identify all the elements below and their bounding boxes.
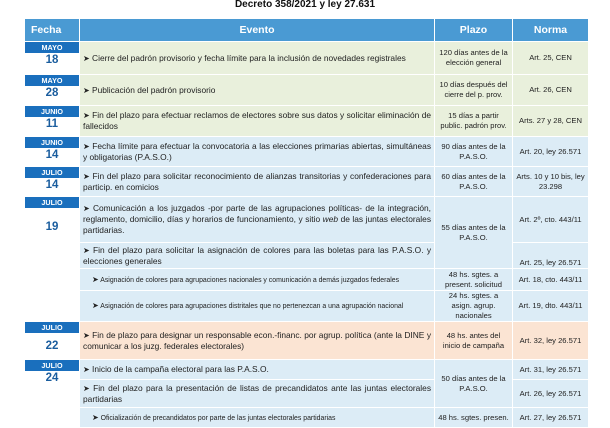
chevron-right-icon: ➤ — [92, 412, 99, 422]
date-cell — [25, 360, 80, 428]
norma-cell: Art. 26, ley 26.571 — [513, 380, 589, 408]
header-norma: Norma — [513, 19, 589, 42]
day-number: 14 — [45, 179, 59, 191]
electoral-calendar-table — [24, 18, 589, 428]
chevron-right-icon: ➤ — [83, 53, 90, 63]
norma-cell: Art. 32, ley 26.571 — [513, 322, 589, 360]
norma-cell: Art. 20, ley 26.571 — [513, 137, 589, 167]
date-cell — [25, 137, 80, 167]
chevron-right-icon: ➤ — [83, 383, 90, 393]
event-cell: ➤ Inicio de la campaña electoral para las P.A.S.O. — [80, 360, 435, 380]
day-number: 22 — [45, 340, 59, 352]
plazo-cell: 10 días después del cierre del p. prov. — [435, 75, 513, 106]
chevron-right-icon: ➤ — [83, 111, 90, 120]
event-cell: ➤ Oficialización de precandidatos por parte de las juntas electorales partidarias — [80, 408, 435, 428]
month-badge: JULIO — [25, 322, 79, 333]
day-number: 11 — [45, 118, 59, 130]
month-badge: JUNIO — [25, 106, 79, 117]
date-cell — [25, 322, 80, 360]
decree-title: Decreto 358/2021 y ley 27.631 — [234, 0, 376, 10]
day-number: 18 — [45, 54, 59, 66]
header-plazo: Plazo — [435, 19, 513, 42]
month-badge: JULIO — [25, 360, 79, 371]
event-cell: ➤ Fin de plazo para designar un responsable econ.-financ. por agrup. política (ante la DINE y comunicar a los juzg. federales electorales) — [80, 322, 435, 360]
norma-cell: Arts. 10 y 10 bis, ley 23.298 — [513, 167, 589, 197]
table-row — [25, 291, 589, 322]
chevron-right-icon: ➤ — [83, 85, 90, 95]
event-cell: ➤ Fin del plazo para la presentación de listas de precandidatos ante las juntas electorales partidarias — [80, 380, 435, 408]
norma-cell: Art. 2º, cto. 443/11 — [513, 197, 589, 243]
plazo-cell: 60 días antes de la P.A.S.O. — [435, 167, 513, 197]
date-cell — [25, 106, 80, 137]
norma-cell: Art. 25, CEN — [513, 42, 589, 75]
plazo-cell: 120 días antes de la elección general — [435, 42, 513, 75]
day-number: 28 — [45, 87, 59, 99]
norma-cell: Art. 26, CEN — [513, 75, 589, 106]
plazo-cell: 90 días antes de la P.A.S.O. — [435, 137, 513, 167]
date-cell — [25, 42, 80, 75]
event-cell: ➤ Fin del plazo para solicitar la asignación de colores para las boletas para las P.A.S.O. y elecciones generales — [80, 243, 435, 269]
plazo-cell: 48 hs. sgtes. presen. — [435, 408, 513, 428]
table-row — [25, 75, 589, 106]
event-cell: ➤ Fin del plazo para solicitar reconocimiento de alianzas transitorias y confederaciones para particip. en comicios — [80, 167, 435, 197]
table-row — [25, 167, 589, 197]
table-row — [25, 269, 589, 291]
norma-cell: Art. 27, ley 26.571 — [513, 408, 589, 428]
day-number: 14 — [45, 149, 59, 161]
date-cell — [25, 167, 80, 197]
plazo-cell: 55 días antes de la P.A.S.O. — [435, 197, 513, 269]
table-row — [25, 42, 589, 75]
month-badge: JULIO — [25, 167, 79, 178]
chevron-right-icon: ➤ — [83, 245, 90, 255]
norma-cell: Art. 31, ley 26.571 — [513, 360, 589, 380]
event-cell: ➤ Asignación de colores para agrupaciones distritales que no pertenezcan a una agrupación nacional — [80, 291, 435, 322]
header-fecha: Fecha — [25, 19, 80, 42]
chevron-right-icon: ➤ — [83, 141, 90, 151]
chevron-right-icon: ➤ — [83, 204, 90, 213]
norma-cell: Art. 19, dto. 443/11 — [513, 291, 589, 322]
event-cell: ➤ Cierre del padrón provisorio y fecha límite para la inclusión de novedades registrales — [80, 42, 435, 75]
date-cell — [25, 75, 80, 106]
header-row — [25, 19, 589, 42]
event-cell: ➤ Publicación del padrón provisorio — [80, 75, 435, 106]
chevron-right-icon: ➤ — [92, 274, 99, 284]
table-row — [25, 360, 589, 380]
table-row — [25, 106, 589, 137]
event-cell: ➤ Fin del plazo para efectuar reclamos de electores sobre sus datos y solicitar eliminación de fallecidos — [80, 106, 435, 137]
event-cell: ➤ Comunicación a los juzgados -por parte de las agrupaciones políticas- de la integración, reglamento, domicilio, días y horarios de funcionamiento, y sitio web de las juntas electorales partidarias. — [80, 197, 435, 243]
month-badge: MAYO — [25, 75, 79, 86]
plazo-cell: 24 hs. sgtes. a asign. agrup. nacionales — [435, 291, 513, 322]
table-row — [25, 322, 589, 360]
chevron-right-icon: ➤ — [92, 301, 99, 310]
chevron-right-icon: ➤ — [83, 365, 90, 374]
chevron-right-icon: ➤ — [83, 330, 90, 340]
event-cell: ➤ Asignación de colores para agrupaciones nacionales y comunicación a demás juzgados federales — [80, 269, 435, 291]
norma-cell: Art. 18, cto. 443/11 — [513, 269, 589, 291]
date-cell — [25, 197, 80, 322]
table-row — [25, 197, 589, 243]
plazo-cell: 48 hs. antes del inicio de campaña — [435, 322, 513, 360]
plazo-cell: 15 días a partir public. padrón prov. — [435, 106, 513, 137]
plazo-cell: 48 hs. sgtes. a present. solicitud — [435, 269, 513, 291]
month-badge: JULIO — [25, 197, 79, 208]
norma-cell: Art. 25, ley 26.571 — [513, 243, 589, 269]
norma-cell: Arts. 27 y 28, CEN — [513, 106, 589, 137]
month-badge: MAYO — [25, 42, 79, 53]
table-row — [25, 137, 589, 167]
chevron-right-icon: ➤ — [83, 171, 90, 181]
header-evento: Evento — [80, 19, 435, 42]
day-number: 19 — [45, 221, 59, 233]
plazo-cell: 50 días antes de la P.A.S.O. — [435, 360, 513, 408]
event-cell: ➤ Fecha límite para efectuar la convocatoria a las elecciones primarias abiertas, simultáneas y obligatorias (P.A.S.O.) — [80, 137, 435, 167]
month-badge: JUNIO — [25, 137, 79, 148]
day-number: 24 — [45, 372, 59, 384]
